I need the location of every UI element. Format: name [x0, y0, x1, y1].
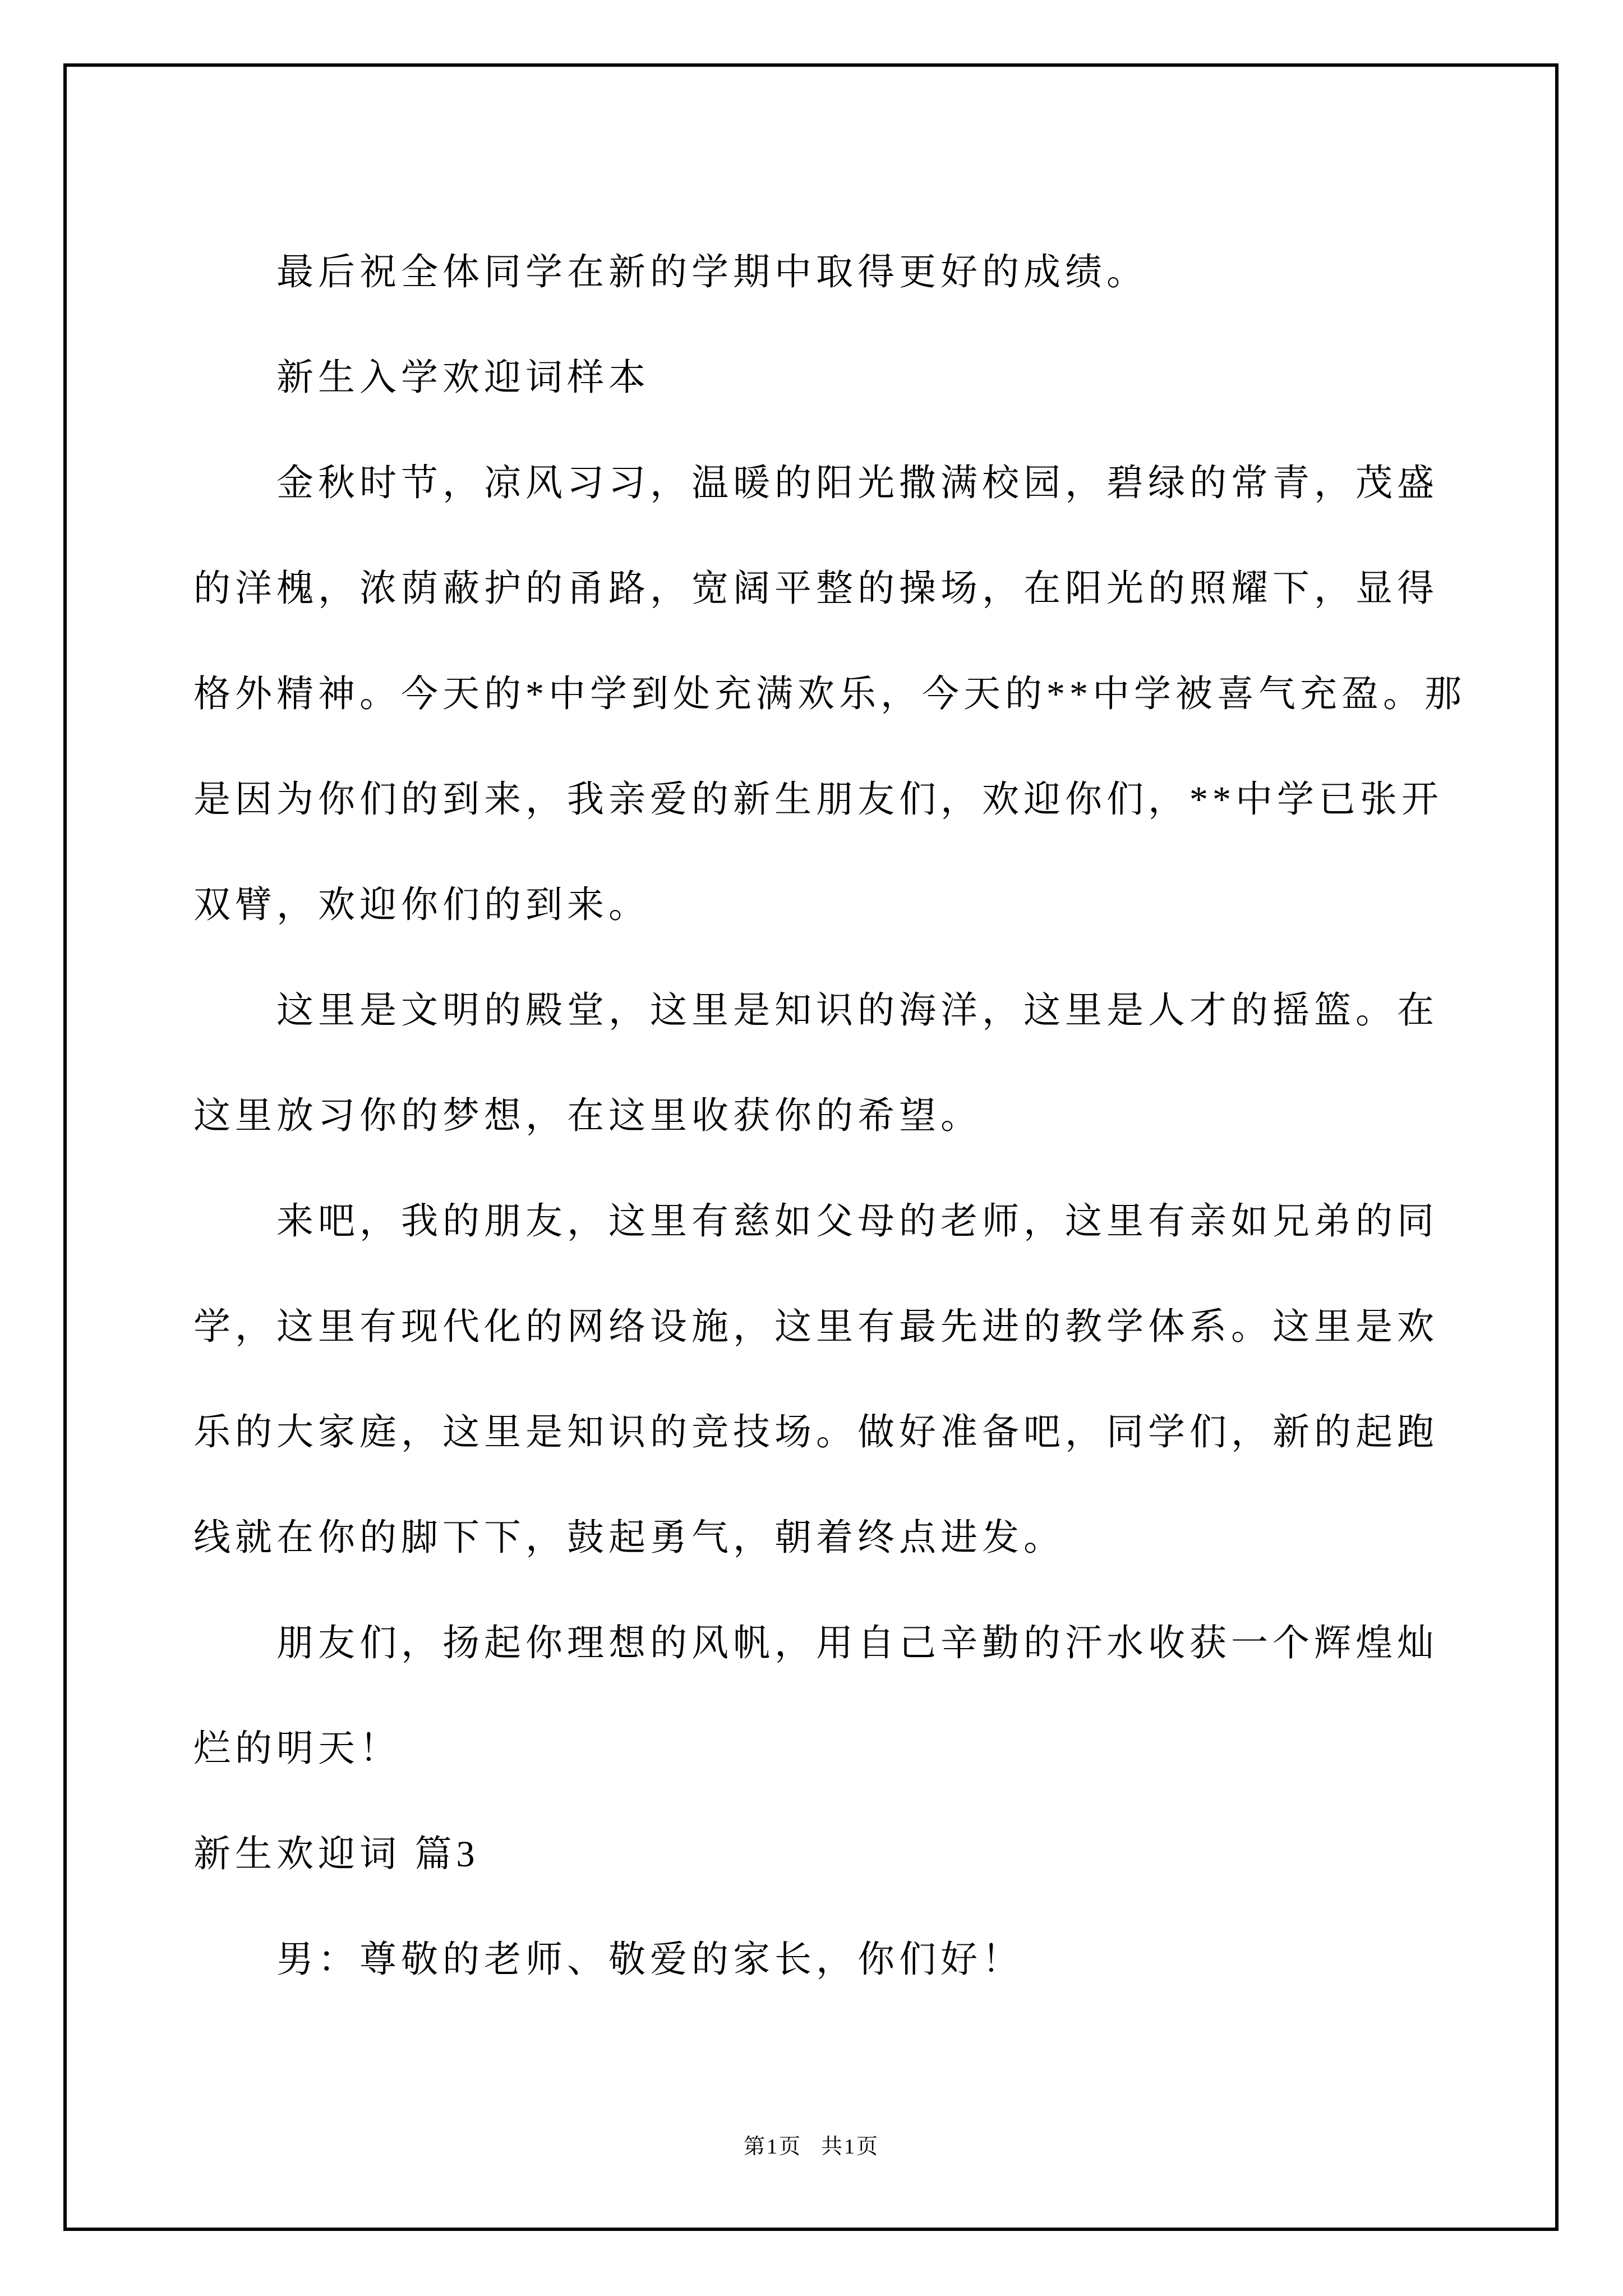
document-body: [193, 220, 1466, 2013]
paragraph-line: 是因为你们的到来，我亲爱的新生朋友们，欢迎你们，**中学已张开: [193, 779, 1443, 820]
paragraph-line: 格外精神。今天的*中学到处充满欢乐，今天的**中学被喜气充盈。那: [193, 674, 1466, 715]
paragraph-line: 金秋时节，凉风习习，温暖的阳光撒满校园，碧绿的常青，茂盛: [276, 463, 1438, 504]
paragraph-line: 烂的明天！: [193, 1728, 401, 1769]
page-number-label: 第1页: [743, 2135, 802, 2159]
paragraph-line: 这里是文明的殿堂，这里是知识的海洋，这里是人才的摇篮。在: [276, 990, 1438, 1031]
paragraph-line: 最后祝全体同学在新的学期中取得更好的成绩。: [276, 252, 1148, 293]
paragraph-line: 新生入学欢迎词样本: [276, 357, 650, 398]
paragraph-line: 这里放习你的梦想，在这里收获你的希望。: [193, 1096, 982, 1137]
paragraph-line: 双臂，欢迎你们的到来。: [193, 885, 650, 926]
section-title-line: 新生欢迎词 篇3: [193, 1834, 479, 1875]
paragraph-line: 乐的大家庭，这里是知识的竞技场。做好准备吧，同学们，新的起跑: [193, 1412, 1438, 1453]
page-footer: [0, 2129, 1623, 2160]
page-count-label: 共1页: [821, 2135, 880, 2159]
paragraph-line: 线就在你的脚下下，鼓起勇气，朝着终点进发。: [193, 1517, 1065, 1558]
paragraph-line: 学，这里有现代化的网络设施，这里有最先进的教学体系。这里是欢: [193, 1306, 1438, 1347]
paragraph-line: 的洋槐，浓荫蔽护的甬路，宽阔平整的操场，在阳光的照耀下，显得: [193, 568, 1438, 609]
paragraph-line: 来吧，我的朋友，这里有慈如父母的老师，这里有亲如兄弟的同: [276, 1201, 1438, 1242]
paragraph-line: 男：尊敬的老师、敬爱的家长，你们好！: [276, 1939, 1023, 1980]
paragraph-line: 朋友们，扬起你理想的风帆，用自己辛勤的汗水收获一个辉煌灿: [276, 1623, 1438, 1664]
